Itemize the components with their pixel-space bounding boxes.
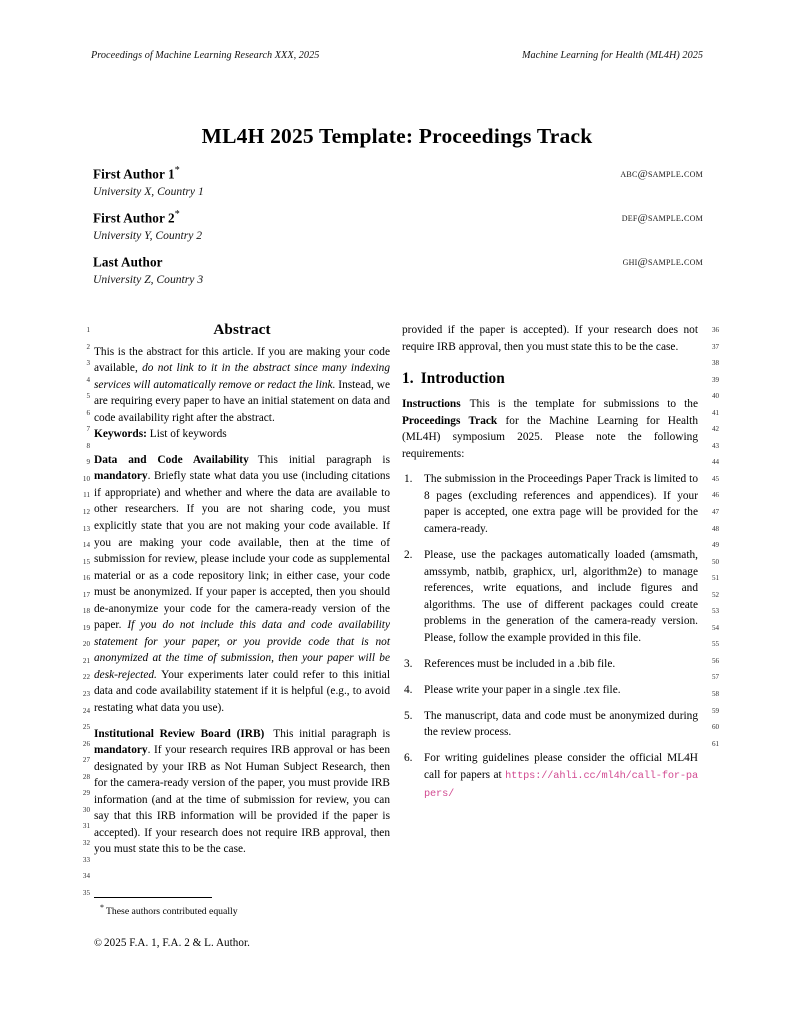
irb-continuation: provided if the paper is accepted). If your research does not require IRB approval, then you must state this to be the case. [402,324,698,353]
line-number: 36 [712,326,720,334]
line-numbers-right-column [712,322,738,752]
line-number: 60 [712,723,720,732]
line-number: 13 [82,524,90,533]
section-title: Introduction [420,370,505,388]
line-number: 8 [86,441,90,450]
column-right [402,322,698,802]
footnote [100,901,390,918]
footnote-marker: * [100,903,104,912]
author-email[interactable]: def@sample.com [621,211,703,224]
data-code-text-a: This initial paragraph is [257,453,390,466]
requirement-text: The manuscript, data and code must be anonymized during the review process. [424,709,698,739]
author-affiliation: University Z, Country 3 [93,272,204,286]
list-item [402,547,698,646]
author-affiliation: University Y, Country 2 [93,229,203,243]
line-number: 24 [82,706,90,715]
call-for-papers-link[interactable]: https://ahli.cc/ml4h/call-for-papers/ [424,769,698,800]
line-number: 38 [712,359,720,368]
line-number: 44 [712,458,720,467]
line-number: 2 [86,342,90,351]
keywords-value: List of keywords [149,428,227,441]
author-footnote-marker: * [174,165,180,176]
author-name [93,253,703,271]
footnote-rule [94,897,212,898]
line-number: 22 [82,673,90,682]
line-number: 28 [82,772,90,781]
line-number: 9 [86,458,90,467]
author-list [93,165,703,297]
author-email[interactable]: abc@sample.com [620,168,703,180]
author-name-text: First Author 1 [93,166,175,182]
line-number: 10 [82,474,90,483]
running-head [91,50,703,61]
author-email[interactable]: ghi@sample.com [622,255,703,268]
line-number: 20 [82,640,90,649]
line-number: 59 [712,706,720,715]
column-left [94,322,390,858]
copyright-symbol: © [94,938,103,949]
data-code-availability-paragraph [94,452,390,717]
abstract-text-italic: do not link to it in the abstract since many indexing services will automatically remove or redact the link. [94,362,390,391]
line-number: 5 [86,392,90,401]
footnote-text: These authors contributed equally [106,906,238,918]
section-heading-introduction [402,369,698,389]
author-name-text: Last Author [93,254,163,270]
list-item [402,656,698,673]
paper-title: ML4H 2025 Template: Proceedings Track [201,124,593,148]
list-item [402,471,698,537]
line-number: 51 [712,574,720,583]
line-number: 49 [712,541,720,550]
author-entry [93,209,703,243]
line-number: 14 [82,541,90,550]
line-number: 34 [82,872,90,881]
introduction-text-a: This is the template for submissions to the [469,398,698,411]
author-footnote-marker: * [174,208,180,220]
line-number: 30 [82,805,90,814]
line-number: 12 [82,508,90,517]
author-entry [93,253,703,287]
line-number: 52 [712,590,720,599]
line-number: 21 [82,656,90,665]
line-number: 42 [712,425,720,434]
line-number: 47 [712,508,720,517]
list-item [402,708,698,741]
line-number: 56 [712,656,720,665]
data-code-italic-warning: If you do not include this data and code availability statement for your paper, or you provide code that is not anonymized at the time of submission, then your paper will be desk-rejected. [94,619,390,681]
line-number: 17 [82,590,90,599]
introduction-paragraph [402,396,698,462]
irb-paragraph [94,726,390,858]
proceedings-track-bold: Proceedings Track [402,414,498,427]
requirement-text: References must be included in a .bib file. [424,657,616,670]
line-number: 15 [82,557,90,566]
list-item [402,682,698,699]
abstract-body [94,344,390,427]
line-number: 35 [82,888,90,897]
line-number: 25 [82,723,90,732]
irb-text-a: This initial paragraph is [273,727,390,740]
line-number: 29 [82,789,90,798]
data-code-text-c: Your experiments later could refer to this initial data and code availability statement if it is helpful (e.g., to avoid restating what data you use). [94,668,390,715]
line-number: 46 [712,491,720,500]
line-number: 39 [712,375,720,384]
line-number: 26 [82,739,90,748]
requirement-text: Please, use the packages automatically loaded (amsmath, amssymb, natbib, graphicx, url, algorithm2e) to manage references, write equations, and include figures and algorithms. The use of different packages could create problems in the generation of the camera-ready version. Please, follow the example provided in this file. [424,548,698,644]
line-number: 54 [712,623,720,632]
line-number: 16 [82,574,90,583]
instructions-runin-heading: Instructions [402,398,461,411]
line-number: 1 [86,326,90,334]
author-name-text: First Author 2 [93,210,175,226]
irb-text-b: . If your research requires IRB approval or has been designated by your IRB as Not Human Subject Research, then for the camera-ready version of the paper, you must provide IRB information (and at the time of submission for review, you can say that this IRB information will be provided if the paper is accepted). If your research does not require IRB approval, then you must state this to be the case. [94,744,390,856]
copyright-text: 2025 F.A. 1, F.A. 2 & L. Author. [104,937,250,949]
line-number: 55 [712,640,720,649]
line-number: 43 [712,441,720,450]
introduction-text-b: for the Machine Learning for Health (ML4H) symposium 2025. Please note the following requirements: [402,414,699,460]
line-number: 31 [82,822,90,831]
author-affiliation: University X, Country 1 [93,185,204,199]
line-numbers-left-column [64,322,90,901]
irb-bold-mandatory: mandatory [94,744,148,757]
data-code-bold-mandatory: mandatory [94,470,148,483]
line-number: 50 [712,557,720,566]
list-item [402,750,698,802]
line-number: 45 [712,474,720,483]
author-name [93,209,703,227]
line-number: 37 [712,342,720,351]
line-number: 41 [712,408,720,417]
irb-heading: Institutional Review Board (IRB) [94,727,265,740]
author-name [93,165,703,183]
line-number: 19 [82,623,90,632]
data-code-text-b: . Briefly state what data you use (including citations if appropriate) and whether and where the data are available to other researchers. If you are not sharing code, you must explicitly state that you are not making your code available. If you are making your code available, then at the time of submission for review, please include your code as supplemental material or as a code repository link; in either case, your code must be anonymized. If your paper is accepted, then you should de-anonymize your code for the camera-ready version of the paper. [94,470,390,632]
line-number: 32 [82,838,90,847]
requirement-text: For writing guidelines please consider the official ML4H call for papers at [424,752,698,781]
line-number: 6 [86,408,90,417]
section-number: 1. [402,370,414,388]
running-head-right: Machine Learning for Health (ML4H) 2025 [521,50,703,61]
abstract-heading: Abstract [213,321,271,338]
line-number: 40 [712,392,720,401]
author-entry [93,165,703,199]
line-number: 48 [712,524,720,533]
line-number: 7 [86,425,90,434]
line-number: 3 [86,359,90,368]
keywords-label: Keywords: [94,428,147,441]
line-number: 27 [82,756,90,765]
requirement-text: The submission in the Proceedings Paper Track is limited to 8 pages (excluding references and appendices). If your paper is accepted, one extra page will be provided for the camera-ready. [424,473,698,535]
abstract-text-2: Instead, we are requiring every paper to have an initial statement on data and code availability right after the abstract. [94,378,390,424]
requirements-list [402,471,698,802]
line-number: 4 [86,375,90,384]
line-number: 53 [712,607,720,616]
line-number: 18 [82,607,90,616]
copyright-line [94,937,250,949]
line-number: 33 [82,855,90,864]
abstract-text-1: This is the abstract for this article. If you are making your code available, [94,345,390,375]
data-code-availability-heading: Data and Code Availability [94,453,249,466]
requirement-text: Please write your paper in a single .tex file. [424,683,621,696]
line-number: 58 [712,690,720,699]
line-number: 11 [83,491,90,500]
keywords-line [94,426,390,443]
line-number: 57 [712,673,720,682]
running-head-left: Proceedings of Machine Learning Research XXX, 2025 [91,50,320,61]
line-number: 61 [712,739,720,748]
line-number: 23 [82,690,90,699]
